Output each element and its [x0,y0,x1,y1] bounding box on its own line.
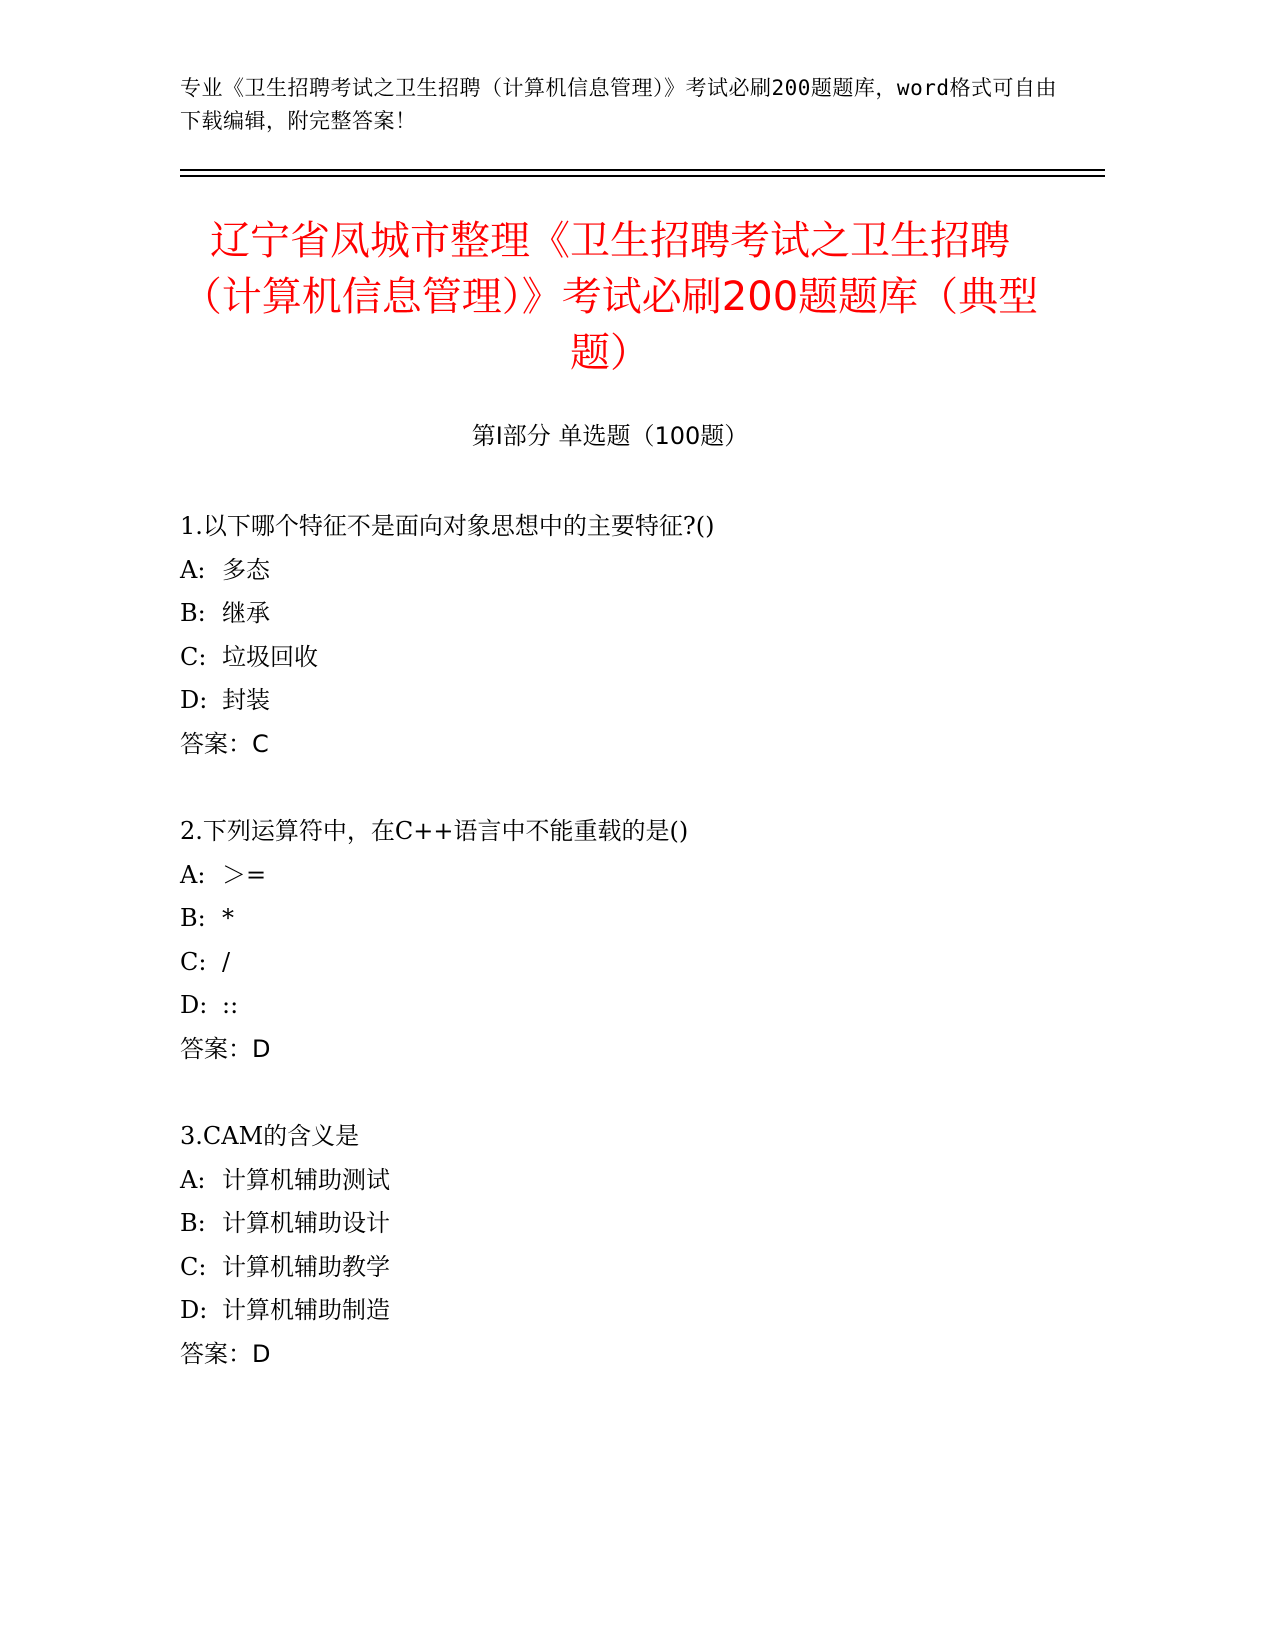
question-block [180,505,1080,766]
option-label: A: [180,555,206,584]
option-d [180,679,1080,723]
option-label: C: [180,947,207,976]
option-label: A: [180,1165,206,1194]
option-text: ＞= [222,860,267,889]
option-c [180,1246,1080,1290]
header-note: 专业《卫生招聘考试之卫生招聘（计算机信息管理）》考试必刷200题题库，word格式可自由下载编辑，附完整答案！ [180,76,1057,133]
option-text: / [222,947,231,976]
option-text: 封装 [222,686,270,714]
option-a [180,549,1080,593]
option-text: 垃圾回收 [222,642,318,671]
option-text: * [222,904,234,932]
option-text: :: [222,991,239,1019]
option-c [180,941,1080,985]
answer-line: 答案：D [180,1034,271,1063]
option-label: A: [180,860,206,889]
option-label: B: [180,1209,206,1237]
question-stem: 1.以下哪个特征不是面向对象思想中的主要特征?() [180,512,715,540]
option-label: D: [180,686,208,714]
option-b [180,592,1080,636]
question-stem: 2.下列运算符中，在C++语言中不能重载的是() [180,817,689,845]
answer-line: 答案：D [180,1339,271,1368]
answer-line: 答案：C [180,729,269,758]
option-text: 多态 [222,555,270,584]
option-text: 计算机辅助教学 [222,1252,390,1281]
option-label: C: [180,642,207,671]
option-b [180,897,1080,941]
option-d [180,1289,1080,1333]
option-b [180,1202,1080,1246]
question-block [180,1115,1080,1376]
option-label: B: [180,904,206,932]
option-a [180,854,1080,898]
question-stem: 3.CAM的含义是 [180,1122,360,1150]
option-c [180,636,1080,680]
header-divider-top [180,169,1105,171]
option-d [180,984,1080,1028]
section-heading: 第Ⅰ部分 单选题（100题） [471,422,749,450]
option-label: C: [180,1252,207,1281]
option-label: B: [180,599,206,627]
option-text: 计算机辅助测试 [222,1165,390,1194]
option-text: 计算机辅助制造 [222,1296,390,1324]
document-title: 辽宁省凤城市整理《卫生招聘考试之卫生招聘（计算机信息管理）》考试必刷200题题库（典型题） [181,218,1039,376]
option-text: 计算机辅助设计 [222,1209,390,1237]
question-block [180,810,1080,1071]
header-divider-bottom [180,175,1105,177]
option-label: D: [180,1296,208,1324]
option-label: D: [180,991,208,1019]
option-text: 继承 [222,599,270,627]
option-a [180,1159,1080,1203]
